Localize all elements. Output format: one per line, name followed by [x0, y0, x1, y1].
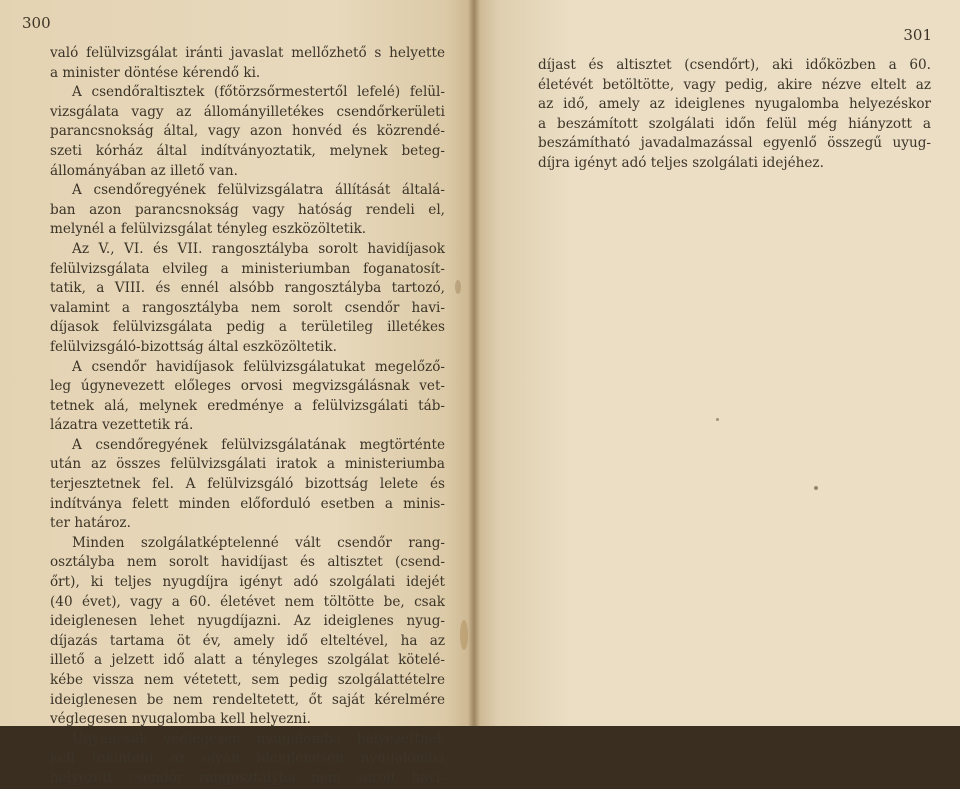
page-number-right: 301: [903, 26, 932, 44]
text-line: beszámítható javadalmazással egyenlő összegű uyug-: [538, 135, 931, 152]
text-line: indítványa felett minden előforduló esetben a minis-: [50, 495, 445, 512]
text-line: díjasok felülvizsgálata pedig a területileg illetékes: [50, 319, 445, 336]
text-line: A csendőregyének felülvizsgálatra állítását általá-: [72, 182, 445, 199]
text-line: A csendőraltisztek (főtörzsőrmestertől lefelé) felül-: [72, 84, 445, 101]
text-line: felülvizsgálata elvileg a ministeriumban foganatosít-: [50, 260, 445, 277]
text-line: osztályba nem sorolt havidíjast és altisztet (csend-: [50, 554, 445, 571]
text-line: felülvizsgáló-bizottság által eszközöltetik.: [50, 338, 337, 355]
text-line: az idő, amely az ideiglenes nyugalomba helyezéskor: [538, 96, 931, 113]
text-line: a beszámított szolgálati időn felül még hiányzott a: [538, 115, 931, 132]
text-line: szeti kórház által indítványoztatik, melynek beteg-: [50, 142, 445, 159]
text-line: Ugyancsak véglegesen nyugalomba helyezettnek: [72, 730, 445, 747]
paper-stain: [460, 620, 468, 650]
text-line: (40 évet), vagy a 60. életévet nem töltötte be, csak: [50, 593, 445, 610]
left-page-text: [50, 44, 445, 789]
text-line: helyezett csendőr rangosztályba nem sorolt havi-: [50, 769, 445, 786]
text-line: ban azon parancsnokság vagy hatóság rendeli el,: [50, 201, 445, 218]
paper-speck: [814, 486, 818, 490]
text-line: valamint a rangosztályba nem sorolt csendőr havi-: [50, 299, 445, 316]
text-line: után az összes felülvizsgálati iratok a ministeriumba: [50, 456, 445, 473]
text-line: való felülvizsgálat iránti javaslat mellőzhető s helyette: [50, 45, 445, 61]
text-line: kell tekinteni az olyan ideiglenesen nyugalomba: [50, 750, 445, 767]
text-line: őrt), ki teljes nyugdíjra igényt adó szolgálati idejét: [50, 574, 445, 591]
text-line: állományában az illető van.: [50, 162, 238, 179]
text-line: leg úgynevezett előleges orvosi megvizsgálásnak vet-: [50, 378, 445, 395]
book-gutter: [468, 0, 480, 726]
text-line: Az V., VI. és VII. rangosztályba sorolt havidíjasok: [72, 240, 445, 257]
paper-stain: [455, 280, 461, 294]
text-line: terjesztetnek fel. A felülvizsgáló bizottság lelete és: [50, 476, 445, 493]
right-page-text: [538, 56, 931, 174]
text-line: illető a jelzett idő alatt a tényleges szolgálat kötelé-: [50, 652, 445, 669]
text-line: tatik, a VIII. és ennél alsóbb rangosztályba tartozó,: [50, 280, 445, 297]
text-line: tetnek alá, melynek eredménye a felülvizsgálati táb-: [50, 397, 445, 414]
text-line: melynél a felülvizsgálat tényleg eszközöltetik.: [50, 221, 367, 238]
text-line: véglegesen nyugalomba kell helyezni.: [50, 711, 311, 728]
text-line: Minden szolgálatképtelenné vált csendőr rang-: [72, 534, 445, 551]
text-line: parancsnokság által, vagy azon honvéd és közrendé-: [50, 123, 445, 140]
paper-speck: [716, 418, 719, 421]
text-line: ideiglenesen lehet nyugdíjazni. Az ideiglenes nyug-: [50, 613, 445, 630]
text-line: ter határoz.: [50, 515, 131, 532]
text-line: vizsgálata vagy az állományilletékes csendőrkerületi: [50, 103, 445, 120]
text-line: díjast és altisztet (csendőrt), aki időközben a 60.: [538, 57, 931, 73]
text-line: díjazás tartama öt év, amely idő elteltével, ha az: [50, 632, 445, 649]
text-line: A csendőr havidíjasok felülvizsgálatukat megelőző-: [72, 358, 445, 375]
text-line: a minister döntése kérendő ki.: [50, 64, 261, 81]
text-line: kébe vissza nem vétetett, sem pedig szolgálattételre: [50, 672, 445, 688]
text-line: életévét betöltötte, vagy pedig, akire nézve eltelt az: [538, 76, 931, 93]
page-number-left: 300: [22, 14, 51, 32]
text-line: lázatra vezettetik rá.: [50, 417, 194, 434]
left-page: [0, 0, 474, 786]
text-line: A csendőregyének felülvizsgálatának megtörténte: [72, 436, 445, 453]
text-line: díjra igényt adó teljes szolgálati idejéhez.: [538, 154, 824, 171]
text-line: ideiglenesen be nem rendeltetett, őt saját kérelmére: [50, 691, 445, 708]
right-page: [474, 0, 960, 726]
